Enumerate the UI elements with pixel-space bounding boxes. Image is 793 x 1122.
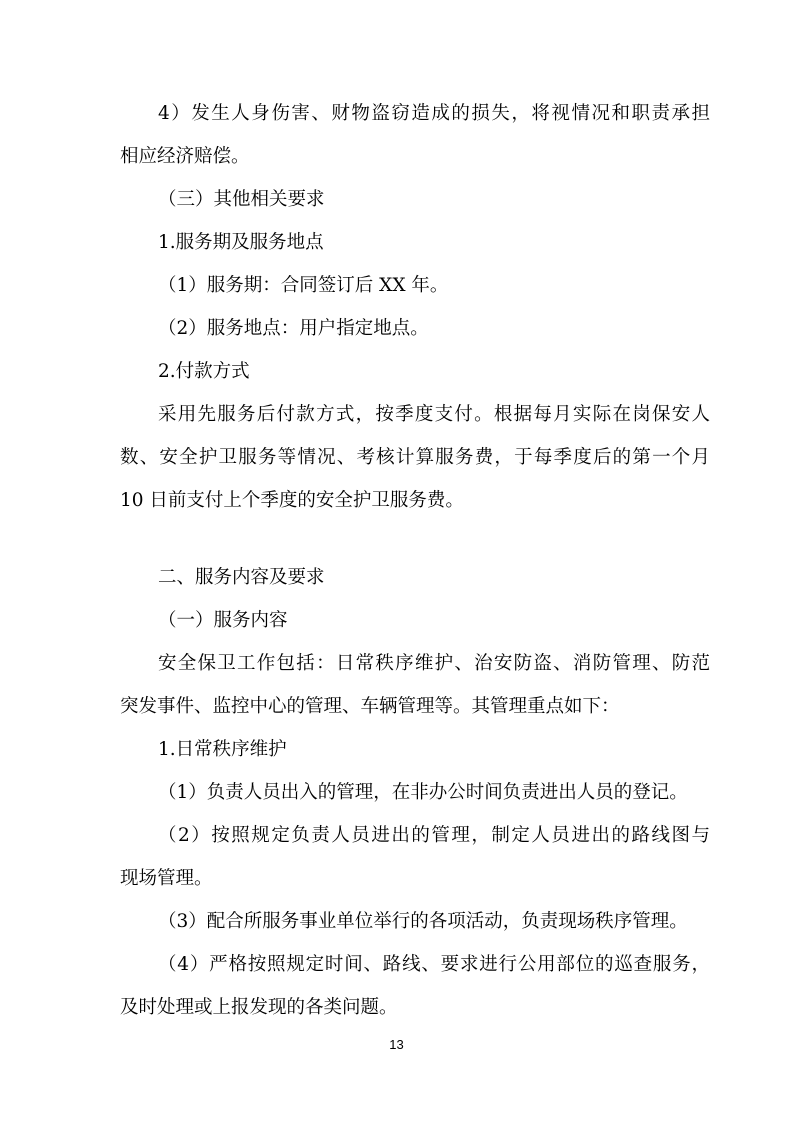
subsection-heading: 1.日常秩序维护 <box>158 739 287 760</box>
subsection-heading: 2.付款方式 <box>158 361 250 382</box>
list-item: （1）服务期：合同签订后 XX 年。 <box>158 275 449 296</box>
list-item: （1）负责人员出入的管理，在非办公时间负责进出人员的登记。 <box>158 782 688 803</box>
chapter-heading: 二、服务内容及要求 <box>158 567 325 588</box>
list-item-continuation: 现场管理。 <box>120 868 213 889</box>
section-heading: （一）服务内容 <box>158 610 288 631</box>
page-number: 13 <box>389 1037 404 1052</box>
paragraph-line: 采用先服务后付款方式，按季度支付。根据每月实际在岗保安人 <box>158 404 710 425</box>
paragraph-line: 安全保卫工作包括：日常秩序维护、治安防盗、消防管理、防范 <box>158 653 710 674</box>
list-item: （2）服务地点：用户指定地点。 <box>158 318 429 339</box>
paragraph-line: 10 日前支付上个季度的安全护卫服务费。 <box>120 490 464 511</box>
list-item: （2）按照规定负责人员进出的管理，制定人员进出的路线图与 <box>158 825 710 846</box>
list-item: （3）配合所服务事业单位举行的各项活动，负责现场秩序管理。 <box>158 911 688 932</box>
paragraph-line: 相应经济赔偿。 <box>120 146 250 167</box>
list-item-continuation: 及时处理或上报发现的各类问题。 <box>120 997 398 1018</box>
paragraph-line: 4）发生人身伤害、财物盗窃造成的损失，将视情况和职责承担 <box>158 103 710 124</box>
subsection-heading: 1.服务期及服务地点 <box>158 232 324 253</box>
list-item: （4）严格按照规定时间、路线、要求进行公用部位的巡查服务， <box>158 954 710 975</box>
paragraph-line: 数、安全护卫服务等情况、考核计算服务费，于每季度后的第一个月 <box>120 447 710 468</box>
section-heading: （三）其他相关要求 <box>158 189 325 210</box>
paragraph-line: 突发事件、监控中心的管理、车辆管理等。其管理重点如下： <box>120 696 620 717</box>
